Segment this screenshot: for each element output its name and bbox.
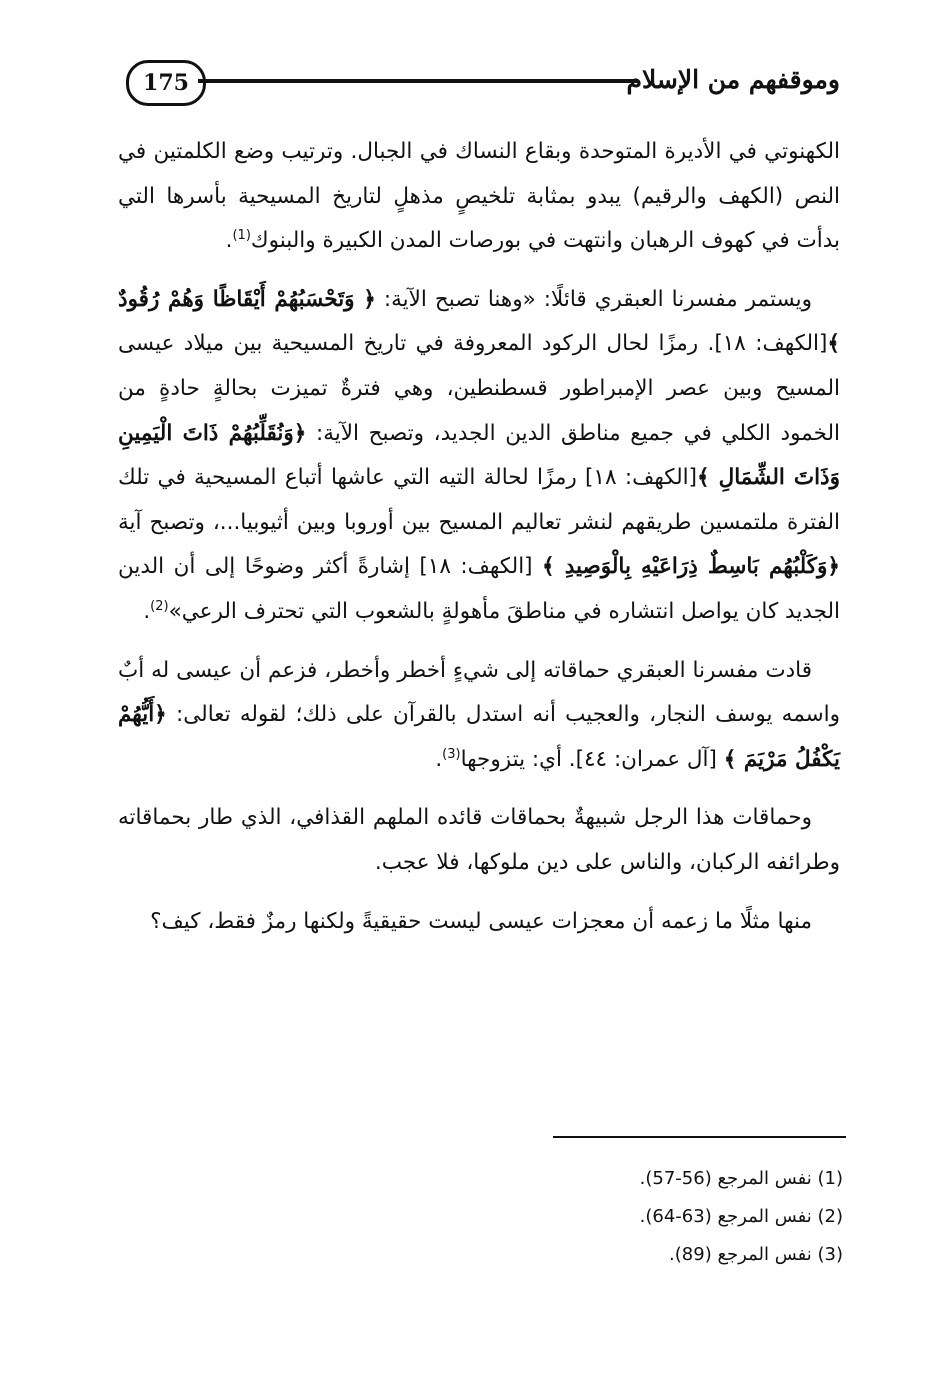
text-run: . <box>435 746 443 772</box>
header-rule <box>198 79 638 83</box>
quran-verse: ﴿أَيُّهُمْ يَكْفُلُ مَرْيَمَ ﴾ <box>118 702 840 772</box>
page-number: 175 <box>126 60 206 106</box>
text-run: الكهنوتي في الأديرة المتوحدة وبقاع النساك في الجبال. وترتيب وضع الكلمتين في النص (الكهف والرقيم) يبدو بمثابة تلخيصٍ مذهلٍ لتاريخ المسيحية بأسرها التي بدأت في كهوف الرهبان وانتهت في بورصات المدن الكبيرة والبنوك <box>118 139 840 254</box>
text-run: . <box>225 228 233 254</box>
text-run: [الكهف: ١٨] إشارةً أكثر وضوحًا إلى أن الدين الجديد كان يواصل انتشاره في مناطقَ مأهولةٍ بالشعوب التي تحترف الرعي» <box>118 554 840 624</box>
paragraph-4 <box>118 796 840 885</box>
footnote-ref: (3) <box>442 746 461 762</box>
text-run: ويستمر مفسرنا العبقري قائلًا: «وهنا تصبح الآية: <box>375 286 812 312</box>
text-run: قادت مفسرنا العبقري حماقاته إلى شيءٍ أخطر وأخطر، فزعم أن عيسى له أبٌ واسمه يوسف النجار، والعجيب أنه استدل بالقرآن على ذلك؛ لقوله تعالى: <box>118 657 840 728</box>
paragraph-1 <box>118 130 840 264</box>
footnote-ref: (1) <box>232 228 251 244</box>
footnote-ref: (2) <box>150 598 169 614</box>
quran-verse: ﴿وَنُقَلِّبُهُمْ ذَاتَ الْيَمِينِ وَذَاتَ الشِّمَالِ ﴾ <box>118 420 840 491</box>
page-header <box>118 60 840 104</box>
quran-verse: ﴿وَكَلْبُهُم بَاسِطٌ ذِرَاعَيْهِ بِالْوَصِيدِ ﴾ <box>542 554 841 580</box>
text-run: . <box>143 598 151 624</box>
footnote-separator <box>553 1136 846 1138</box>
text-run: وحماقات هذا الرجل شبيهةٌ بحماقات قائده الملهم القذافي، الذي طار بحماقاته وطرائفه الركبان، والناس على دين ملوكها، فلا عجب. <box>118 805 840 875</box>
footnote-1: (1) نفس المرجع (56-57). <box>639 1168 843 1189</box>
paragraph-5 <box>118 900 840 945</box>
paragraph-3 <box>118 649 840 783</box>
paragraph-2 <box>118 278 840 635</box>
footnote-3: (3) نفس المرجع (89). <box>669 1244 843 1265</box>
body-text <box>118 130 840 958</box>
running-title: وموقفهم من الإسلام <box>626 65 840 94</box>
quran-verse: ﴿ وَتَحْسَبُهُمْ أَيْقَاظًا وَهُمْ رُقُودٌ ﴾ <box>118 286 840 357</box>
text-run: منها مثلًا ما زعمه أن معجزات عيسى ليست حقيقيةً ولكنها رمزٌ فقط، كيف؟ <box>150 908 812 934</box>
text-run: [الكهف: ١٨] رمزًا لحالة التيه التي عاشها أتباع المسيحية في تلك الفترة ملتمسين طريقهم لنشر تعاليم المسيح بين أوروبا وبين أثيوبيا...، وتصبح آية <box>118 465 840 535</box>
footnote-2: (2) نفس المرجع (63-64). <box>639 1206 843 1227</box>
text-run: [الكهف: ١٨]. رمزًا لحال الركود المعروفة في تاريخ المسيحية بين ميلاد عيسى المسيح وبين عصر الإمبراطور قسطنطين، وهي فترةٌ تميزت بحالةٍ حادةٍ من الخمود الكلي في جميع مناطق الدين الجديد، وتصبح الآية: <box>118 331 841 446</box>
footnotes <box>560 1160 843 1274</box>
text-run: [آل عمران: ٤٤]. أي: يتزوجها <box>460 746 724 772</box>
